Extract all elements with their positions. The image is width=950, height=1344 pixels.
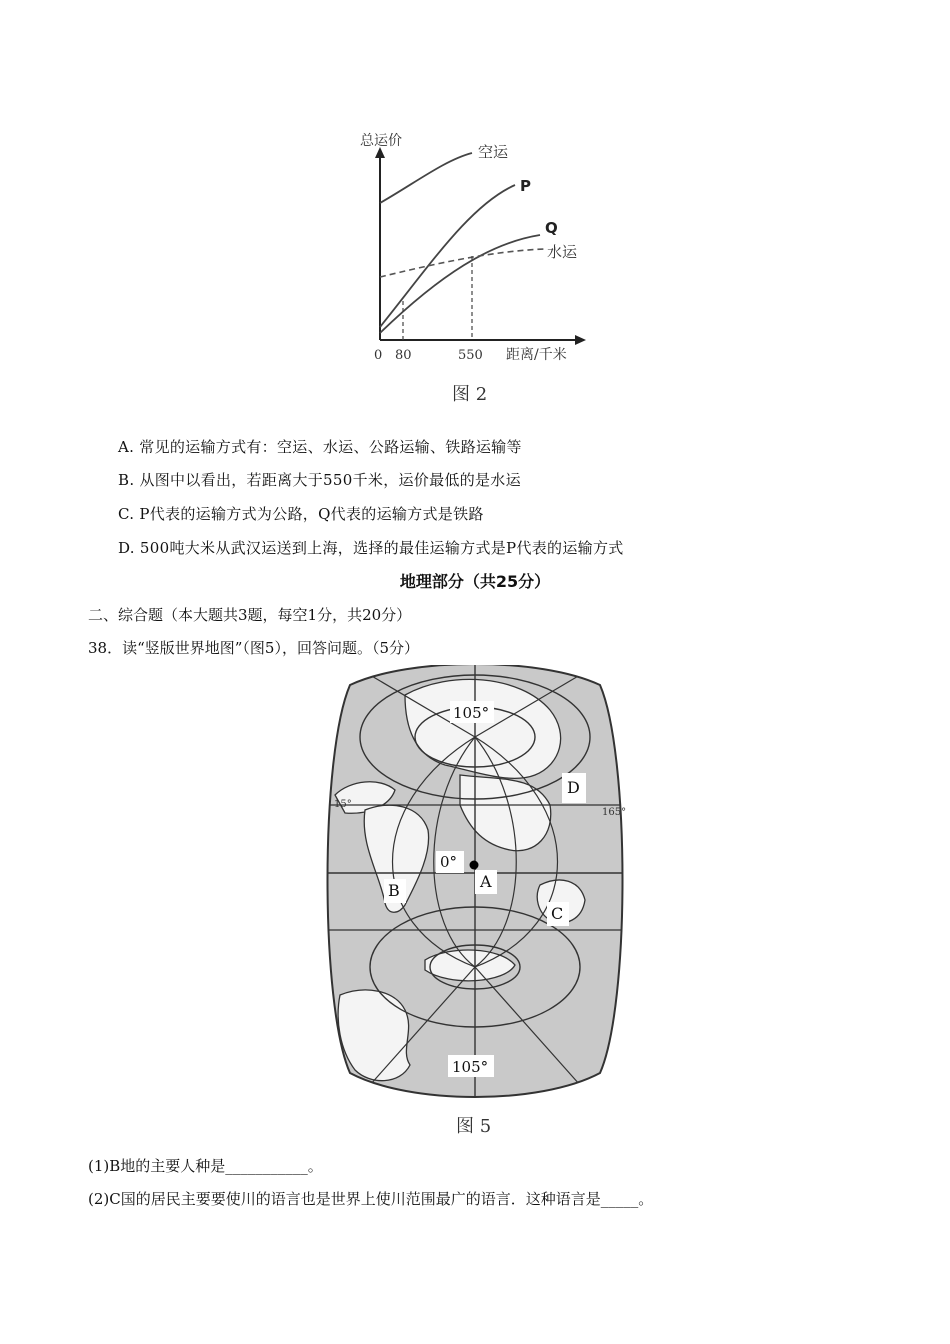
section-heading: 地理部分（共25分） (399, 572, 551, 591)
series-p (380, 185, 515, 327)
x-axis-label: 距离/千米 (506, 347, 567, 363)
x-tick-550: 550 (458, 348, 483, 363)
figure-5-caption: 图 5 (456, 1116, 492, 1137)
question-38-part-1: (1)B地的主要人种是___________。 (88, 1157, 323, 1175)
x-tick-0: 0 (374, 348, 383, 363)
label-b: B (388, 881, 400, 900)
part-two-title: 二、综合题（本大题共3题，每空1分，共20分） (88, 606, 412, 624)
point-a-marker (470, 861, 479, 870)
y-axis-label: 总运价 (360, 133, 402, 149)
series-label-q: Q (545, 219, 558, 237)
figure-2-chart (340, 125, 600, 375)
option-a: A. 常见的运输方式有：空运、水运、公路运输、铁路运输等 (118, 438, 522, 456)
figure-2-caption: 图 2 (452, 384, 488, 405)
option-d: D. 500吨大米从武汉运送到上海，选择的最佳运输方式是P代表的运输方式 (118, 539, 624, 557)
label-d: D (567, 778, 580, 797)
option-b: B. 从图中以看出，若距离大于550千米，运价最低的是水运 (118, 471, 521, 489)
series-air (380, 153, 472, 203)
label-c: C (551, 904, 564, 923)
series-label-air: 空运 (478, 143, 509, 161)
x-tick-80: 80 (395, 348, 412, 363)
question-38: 38．读“竖版世界地图”（图5），回答问题。（5分） (88, 639, 420, 657)
question-38-part-2: (2)C国的居民主要要使川的语言也是世界上使川范围最广的语言．这种语言是_____。 (88, 1190, 654, 1208)
label-right-165: 165° (602, 807, 627, 818)
label-bottom-105: 105° (452, 1058, 489, 1076)
x-axis-arrow (575, 335, 586, 345)
series-label-p: P (520, 177, 531, 195)
option-c: C. P代表的运输方式为公路，Q代表的运输方式是铁路 (118, 505, 484, 523)
series-q (380, 235, 540, 333)
series-label-water: 水运 (547, 243, 578, 261)
label-top-105: 105° (453, 704, 490, 722)
label-left-15: 15° (334, 799, 352, 810)
label-a: A (480, 872, 492, 891)
label-prime-0: 0° (440, 853, 458, 871)
figure-5-map (310, 665, 640, 1105)
series-water (380, 249, 545, 277)
